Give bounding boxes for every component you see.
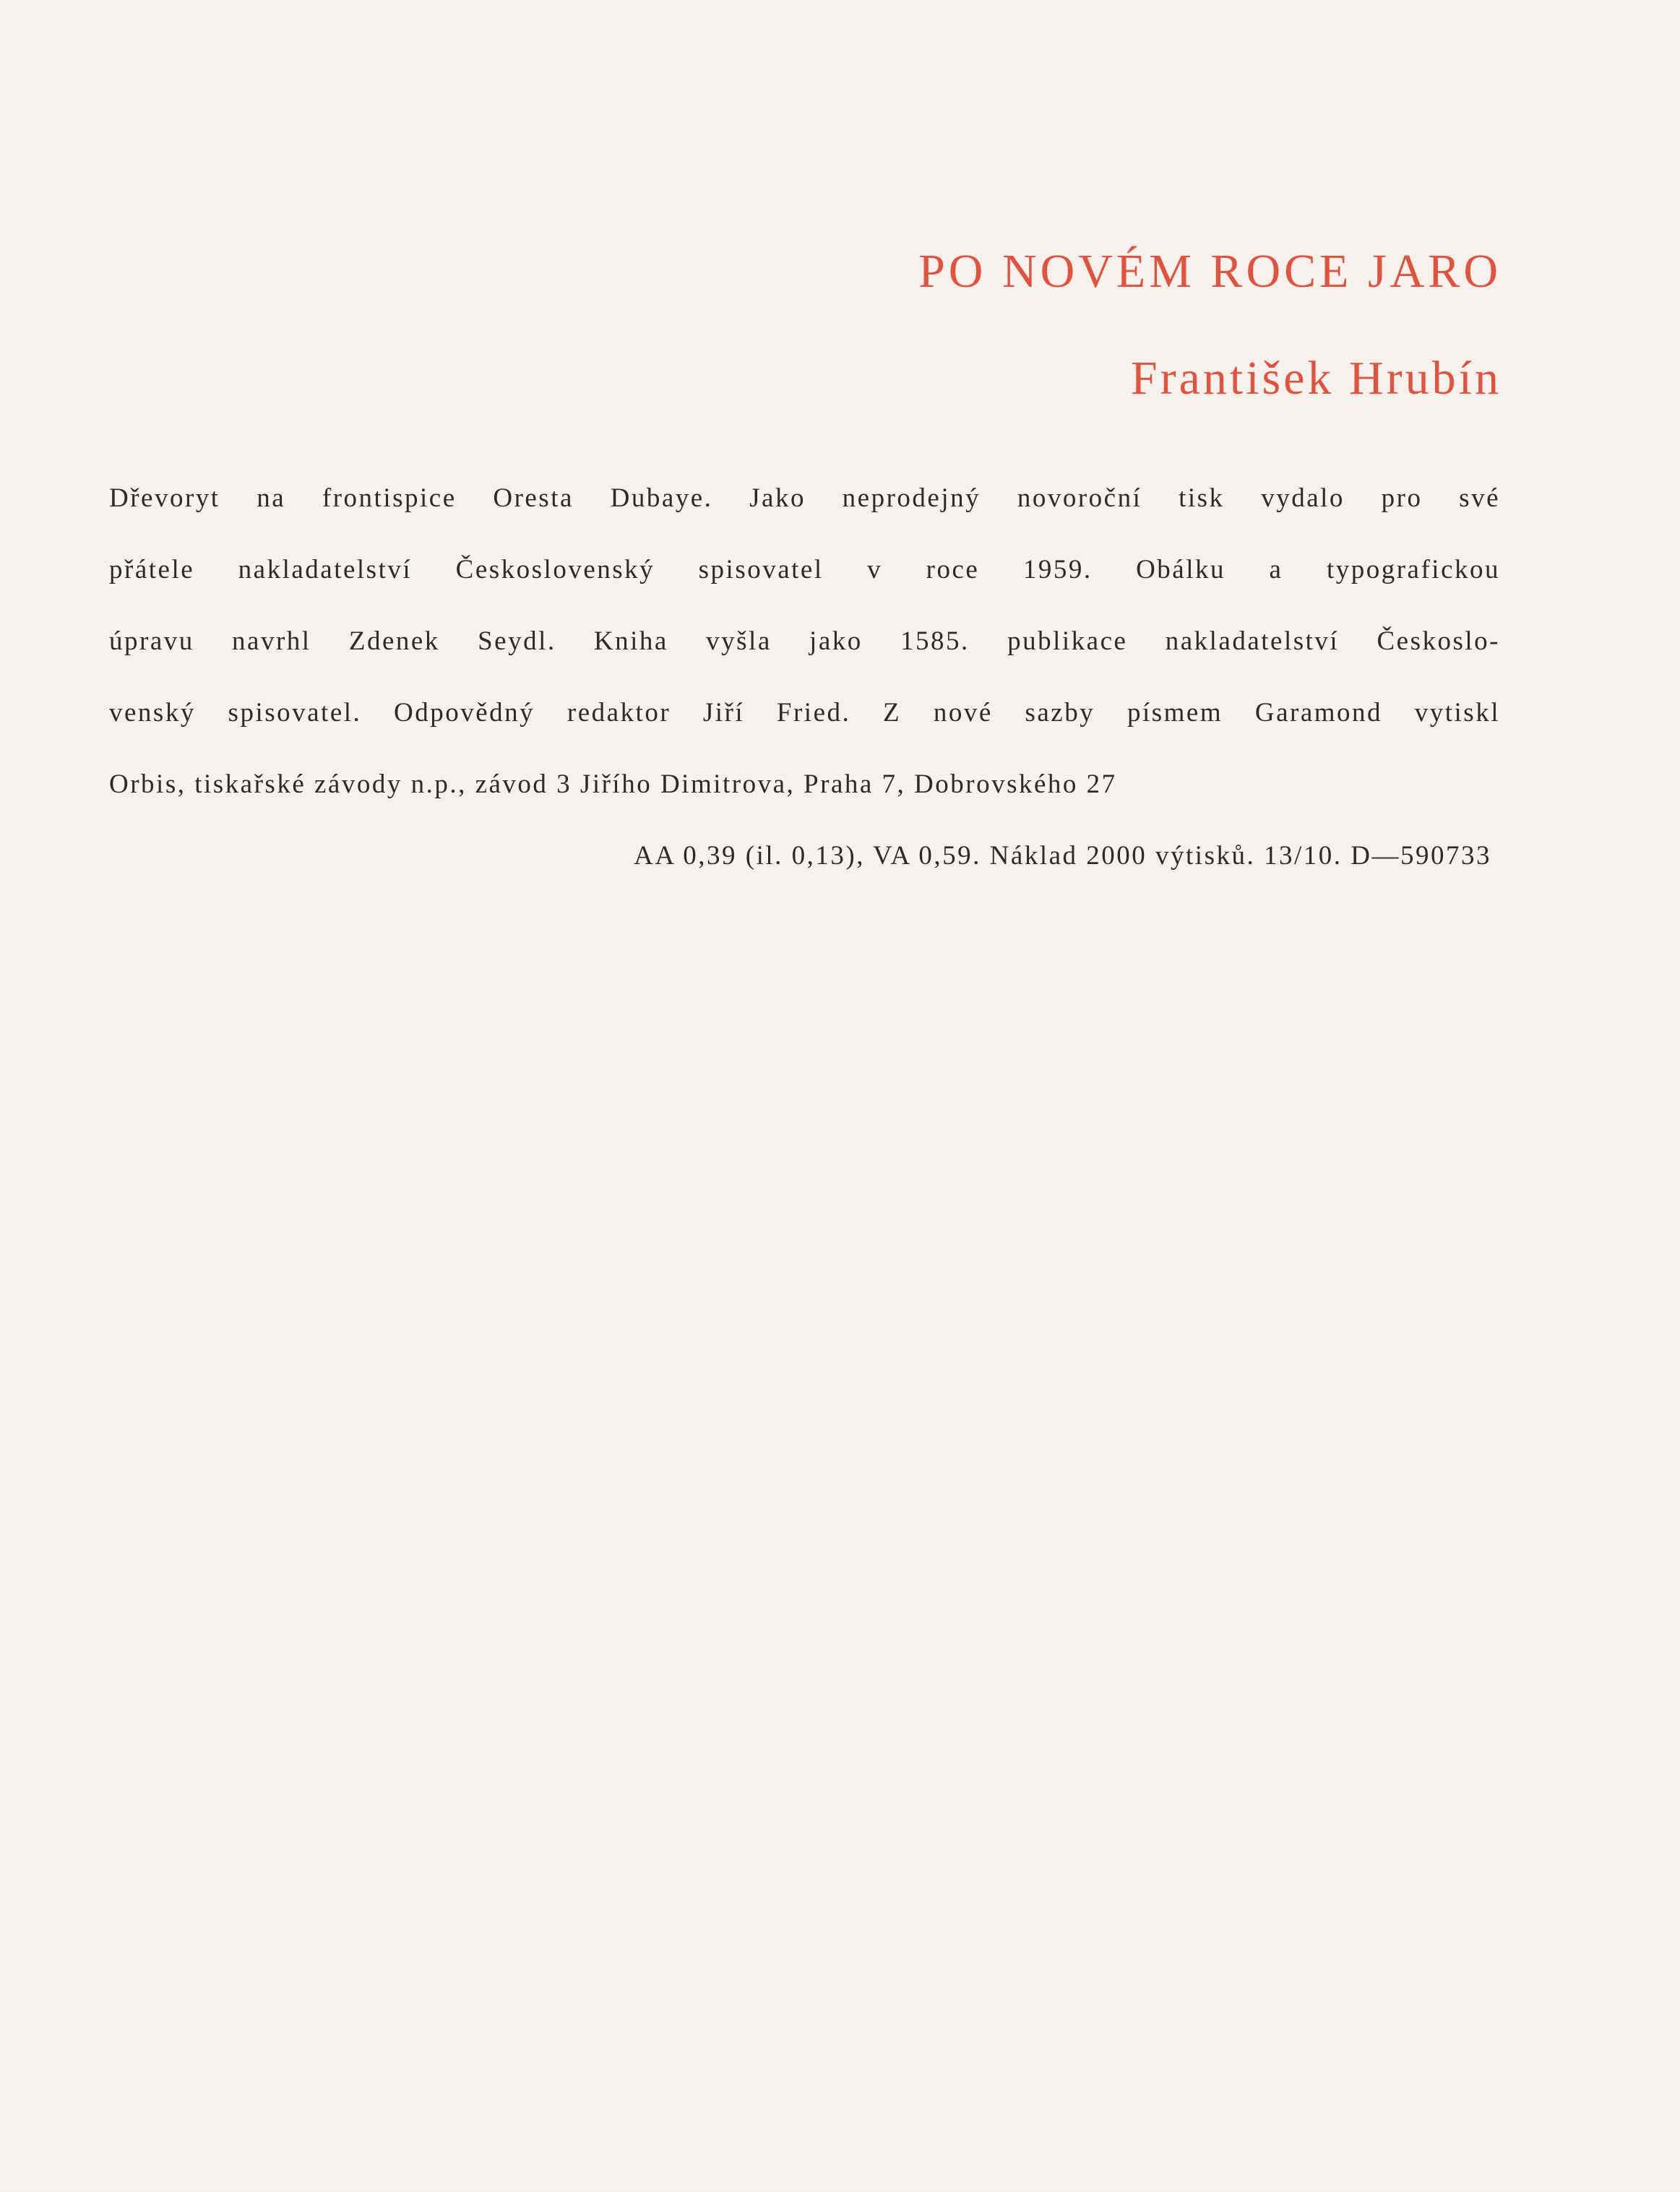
colophon xyxy=(109,470,1500,899)
print-details-line: AA 0,39 (il. 0,13), VA 0,59. Náklad 2000 výtisků. 13/10. D—590733 xyxy=(634,841,1491,871)
colophon-line: Orbis, tiskařské závody n.p., závod 3 Jiřího Dimitrova, Praha 7, Dobrovského 27 xyxy=(109,769,1117,799)
colophon-line: přátele nakladatelství Československý spisovatel v roce 1959. Obálku a typografickou xyxy=(109,555,1500,584)
book-author: František Hrubín xyxy=(1130,352,1502,405)
book-title: PO NOVÉM ROCE JARO xyxy=(918,245,1502,298)
colophon-line: úpravu navrhl Zdenek Seydl. Kniha vyšla jako 1585. publikace nakladatelství Českoslo- xyxy=(109,626,1500,656)
colophon-line: Dřevoryt na frontispice Oresta Dubaye. Jako neprodejný novoroční tisk vydalo pro své xyxy=(109,483,1500,513)
colophon-line: venský spisovatel. Odpovědný redaktor Jiří Fried. Z nové sazby písmem Garamond vytiskl xyxy=(109,698,1500,728)
